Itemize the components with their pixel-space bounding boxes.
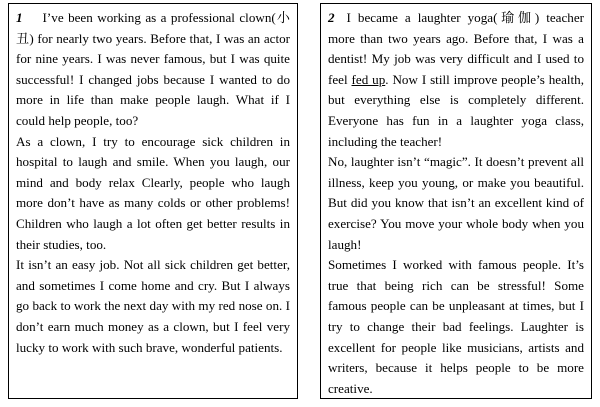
passage-1-paragraph-2 [16, 132, 290, 256]
passage-1-paragraph-2-text: As a clown, I try to encourage sick children in hospital to laugh and smile. When you laugh, our mind and body relax Clearly, people who laugh more don’t have as many colds or other problems! Children who laugh a lot often get better results in their studies, too. [16, 133, 290, 252]
passage-2-box [320, 3, 592, 399]
passage-2-paragraph-1-text: I became a laughter yoga(瑜伽) teacher more than two years ago. Before that, I was a dentist! My job was very difficult and I used to feel [328, 10, 584, 87]
passage-1-paragraph-3-text: It isn’t an easy job. Not all sick children get better, and sometimes I come home and cry. But I always go back to work the next day with my red nose on. I don’t earn much money as a clown, but I feel very lucky to work with such brave, wonderful patients. [16, 257, 290, 355]
passage-1-paragraph-1-text: I’ve been working as a professional clown(小丑) for nearly two years. Before that, I was an actor for nine years. I was never famous, but I was quite successful! I changed jobs because I wanted to do more in life than make people laugh. What if I could help people, too? [16, 10, 290, 128]
passage-2-paragraph-1 [328, 8, 584, 152]
passage-2-paragraph-3 [328, 255, 584, 399]
underlined-phrase: fed up [351, 71, 386, 87]
passage-1-paragraph-3 [16, 255, 290, 358]
passage-2-paragraph-3-text: Sometimes I worked with famous people. It’s true that being rich can be stressful! Some famous people can be unpleasant at times, but I try to change their bad feelings. Laughter is excellent for people like musicians, artists and writers, because it helps people to be more creative. [328, 257, 584, 396]
passage-1-box [8, 3, 298, 399]
passage-2-number: 2 [328, 10, 335, 25]
passage-1-number: 1 [16, 10, 23, 25]
passage-2-paragraph-2 [328, 152, 584, 255]
passage-1-paragraph-1 [16, 8, 290, 132]
passage-2-paragraph-1-text-end: . Now I still improve people’s health, but everything else is completely different. Everyone has fun in a laughter yoga class, including the teacher! [328, 71, 584, 149]
passage-2-paragraph-2-text: No, laughter isn’t “magic”. It doesn’t prevent all illness, keep you young, or make you beautiful. But did you know that isn’t an excellent kind of exercise? You move your whole body when you laugh! [328, 154, 584, 252]
